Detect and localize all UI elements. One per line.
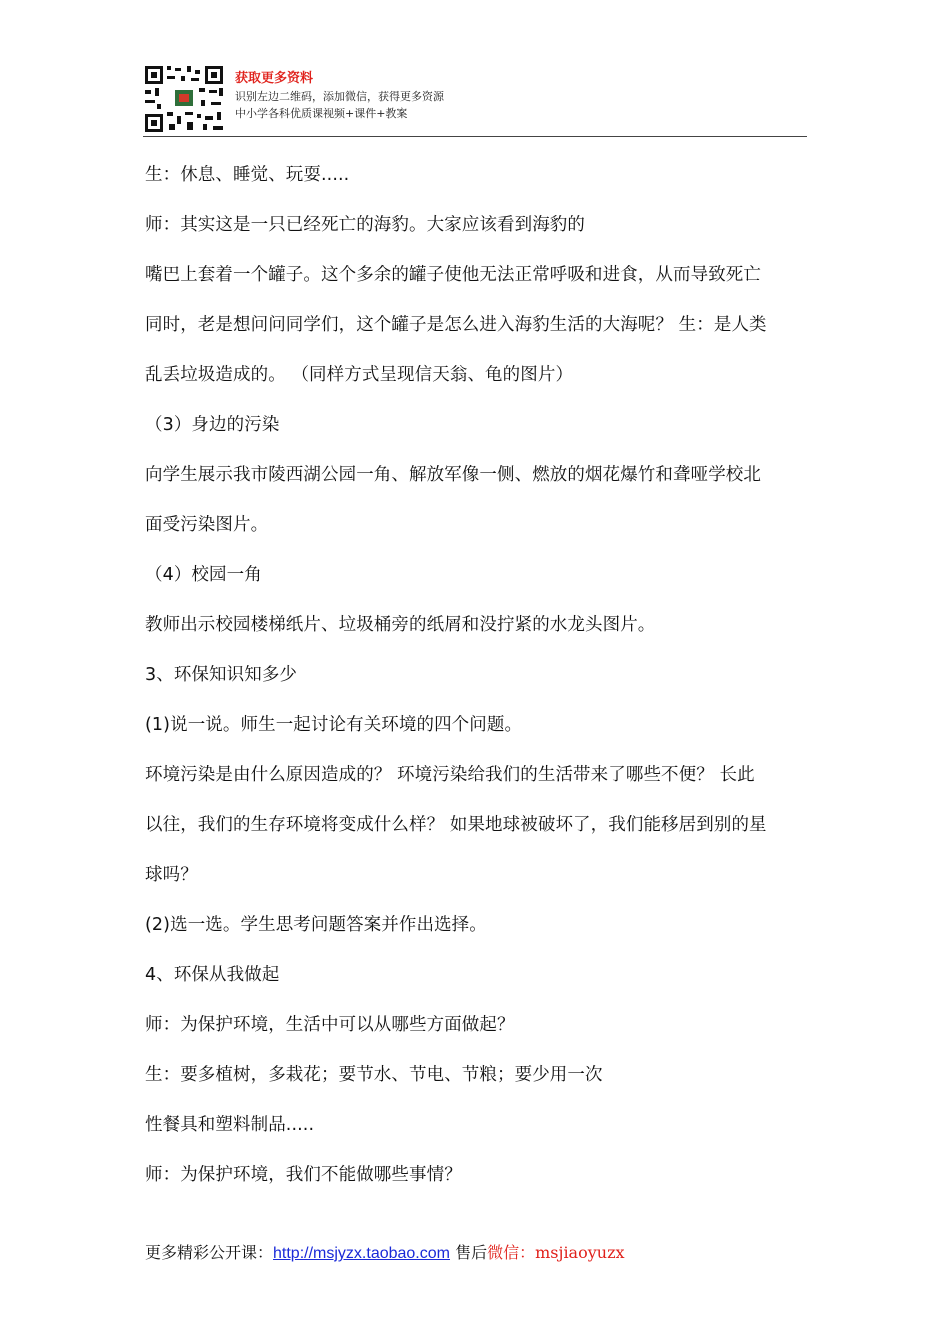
body-line: 性餐具和塑料制品..... <box>145 1115 315 1135</box>
qr-code-icon <box>143 64 225 134</box>
footer-wechat-label: 微信： <box>487 1243 536 1262</box>
body-line: 球吗？ <box>145 865 198 885</box>
document-body <box>145 158 810 1208</box>
section-heading: （3）身边的污染 <box>145 415 280 435</box>
body-line: 向学生展示我市陵西湖公园一角、解放军像一侧、燃放的烟花爆竹和聋哑学校北 <box>145 465 761 485</box>
body-line: 环境污染是由什么原因造成的？ 环境污染给我们的生活带来了哪些不便？ 长此 <box>145 765 755 785</box>
footer-middle: 售后 <box>449 1243 488 1262</box>
header-line-1: 识别左边二维码，添加微信，获得更多资源 <box>235 90 444 103</box>
body-line: 同时，老是想问问同学们，这个罐子是怎么进入海豹生活的大海呢？ 生：是人类 <box>145 315 767 335</box>
footer-shop-link[interactable]: http://msjyzx.taobao.com <box>273 1245 450 1262</box>
body-line: (2)选一选。学生思考问题答案并作出选择。 <box>145 915 487 935</box>
body-line: 生：休息、睡觉、玩耍..... <box>145 165 350 185</box>
header-text-block <box>235 70 444 122</box>
body-line: 师：其实这是一只已经死亡的海豹。大家应该看到海豹的 <box>145 215 585 235</box>
body-line: 生：要多植树，多栽花；要节水、节电、节粮；要少用一次 <box>145 1065 603 1085</box>
body-line: 以往，我们的生存环境将变成什么样？ 如果地球被破坏了，我们能移居到别的星 <box>145 815 767 835</box>
body-line: 乱丢垃圾造成的。 （同样方式呈现信天翁、龟的图片） <box>145 365 574 385</box>
body-line: 嘴巴上套着一个罐子。这个多余的罐子使他无法正常呼吸和进食，从而导致死亡 <box>145 265 761 285</box>
header-title: 获取更多资料 <box>235 71 314 86</box>
header-line-2: 中小学各科优质课视频+课件+教案 <box>235 107 408 120</box>
header-divider <box>143 136 807 137</box>
section-heading: 4、环保从我做起 <box>145 965 280 985</box>
footer-wechat-id: msjiaoyuzx <box>535 1243 625 1262</box>
body-line: 师：为保护环境，生活中可以从哪些方面做起？ <box>145 1015 515 1035</box>
section-heading: （4）校园一角 <box>145 565 262 585</box>
page-footer <box>145 1238 625 1269</box>
body-line: 师：为保护环境，我们不能做哪些事情？ <box>145 1165 462 1185</box>
footer-prefix: 更多精彩公开课： <box>145 1243 274 1262</box>
body-line: 面受污染图片。 <box>145 515 269 535</box>
section-heading: 3、环保知识知多少 <box>145 665 298 685</box>
body-line: 教师出示校园楼梯纸片、垃圾桶旁的纸屑和没拧紧的水龙头图片。 <box>145 615 656 635</box>
page-header <box>143 64 807 138</box>
body-line: (1)说一说。师生一起讨论有关环境的四个问题。 <box>145 715 523 735</box>
